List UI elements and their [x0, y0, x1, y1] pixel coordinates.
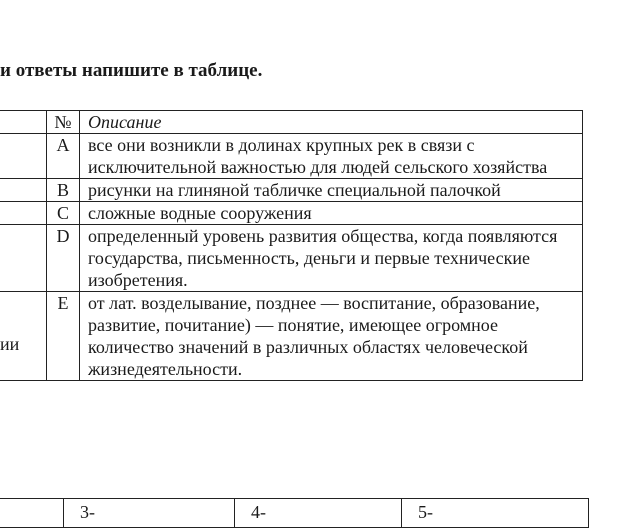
- row-letter: A: [47, 134, 80, 179]
- row-description: все они возникли в долинах крупных рек в связи с исключительной важностью для людей сельского хозяйства: [80, 134, 583, 179]
- row-description: определенный уровень развития общества, когда появляются государства, письменность, деньги и первые технические изобретения.: [80, 225, 583, 292]
- header-description: Описание: [80, 111, 583, 134]
- table-row: [0, 179, 583, 202]
- row-description: от лат. возделывание, позднее — воспитание, образование, развитие, почитание) — понятие, имеющее огромное количество значений в различных областях человеческой жизнедеятельности.: [80, 292, 583, 381]
- answer-row: [0, 499, 589, 528]
- answer-cell-4[interactable]: 4-: [235, 499, 402, 528]
- table-row: [0, 202, 583, 225]
- table-row: [0, 292, 583, 381]
- answer-cell-cut: [0, 499, 64, 528]
- header-num: №: [47, 111, 80, 134]
- table-row: [0, 225, 583, 292]
- left-cut-cell: [0, 292, 47, 381]
- table-row: [0, 134, 583, 179]
- answer-cell-5[interactable]: 5-: [402, 499, 589, 528]
- left-cut-cell: [0, 179, 47, 202]
- row-description: рисунки на глиняной табличке специальной палочкой: [80, 179, 583, 202]
- row-letter: D: [47, 225, 80, 292]
- task-instruction: и ответы напишите в таблице.: [0, 60, 263, 81]
- row-letter: B: [47, 179, 80, 202]
- row-letter: C: [47, 202, 80, 225]
- left-cut-cell: [0, 225, 47, 292]
- left-cut-cell: [0, 202, 47, 225]
- answer-cell-3[interactable]: 3-: [64, 499, 235, 528]
- row-letter: E: [47, 292, 80, 381]
- row-description: сложные водные сооружения: [80, 202, 583, 225]
- left-cut-cell: [0, 134, 47, 179]
- answer-table: [0, 498, 589, 528]
- truncated-left-text: ии: [0, 334, 20, 354]
- description-table: [0, 110, 583, 381]
- left-cut-cell: [0, 111, 47, 134]
- table-header-row: [0, 111, 583, 134]
